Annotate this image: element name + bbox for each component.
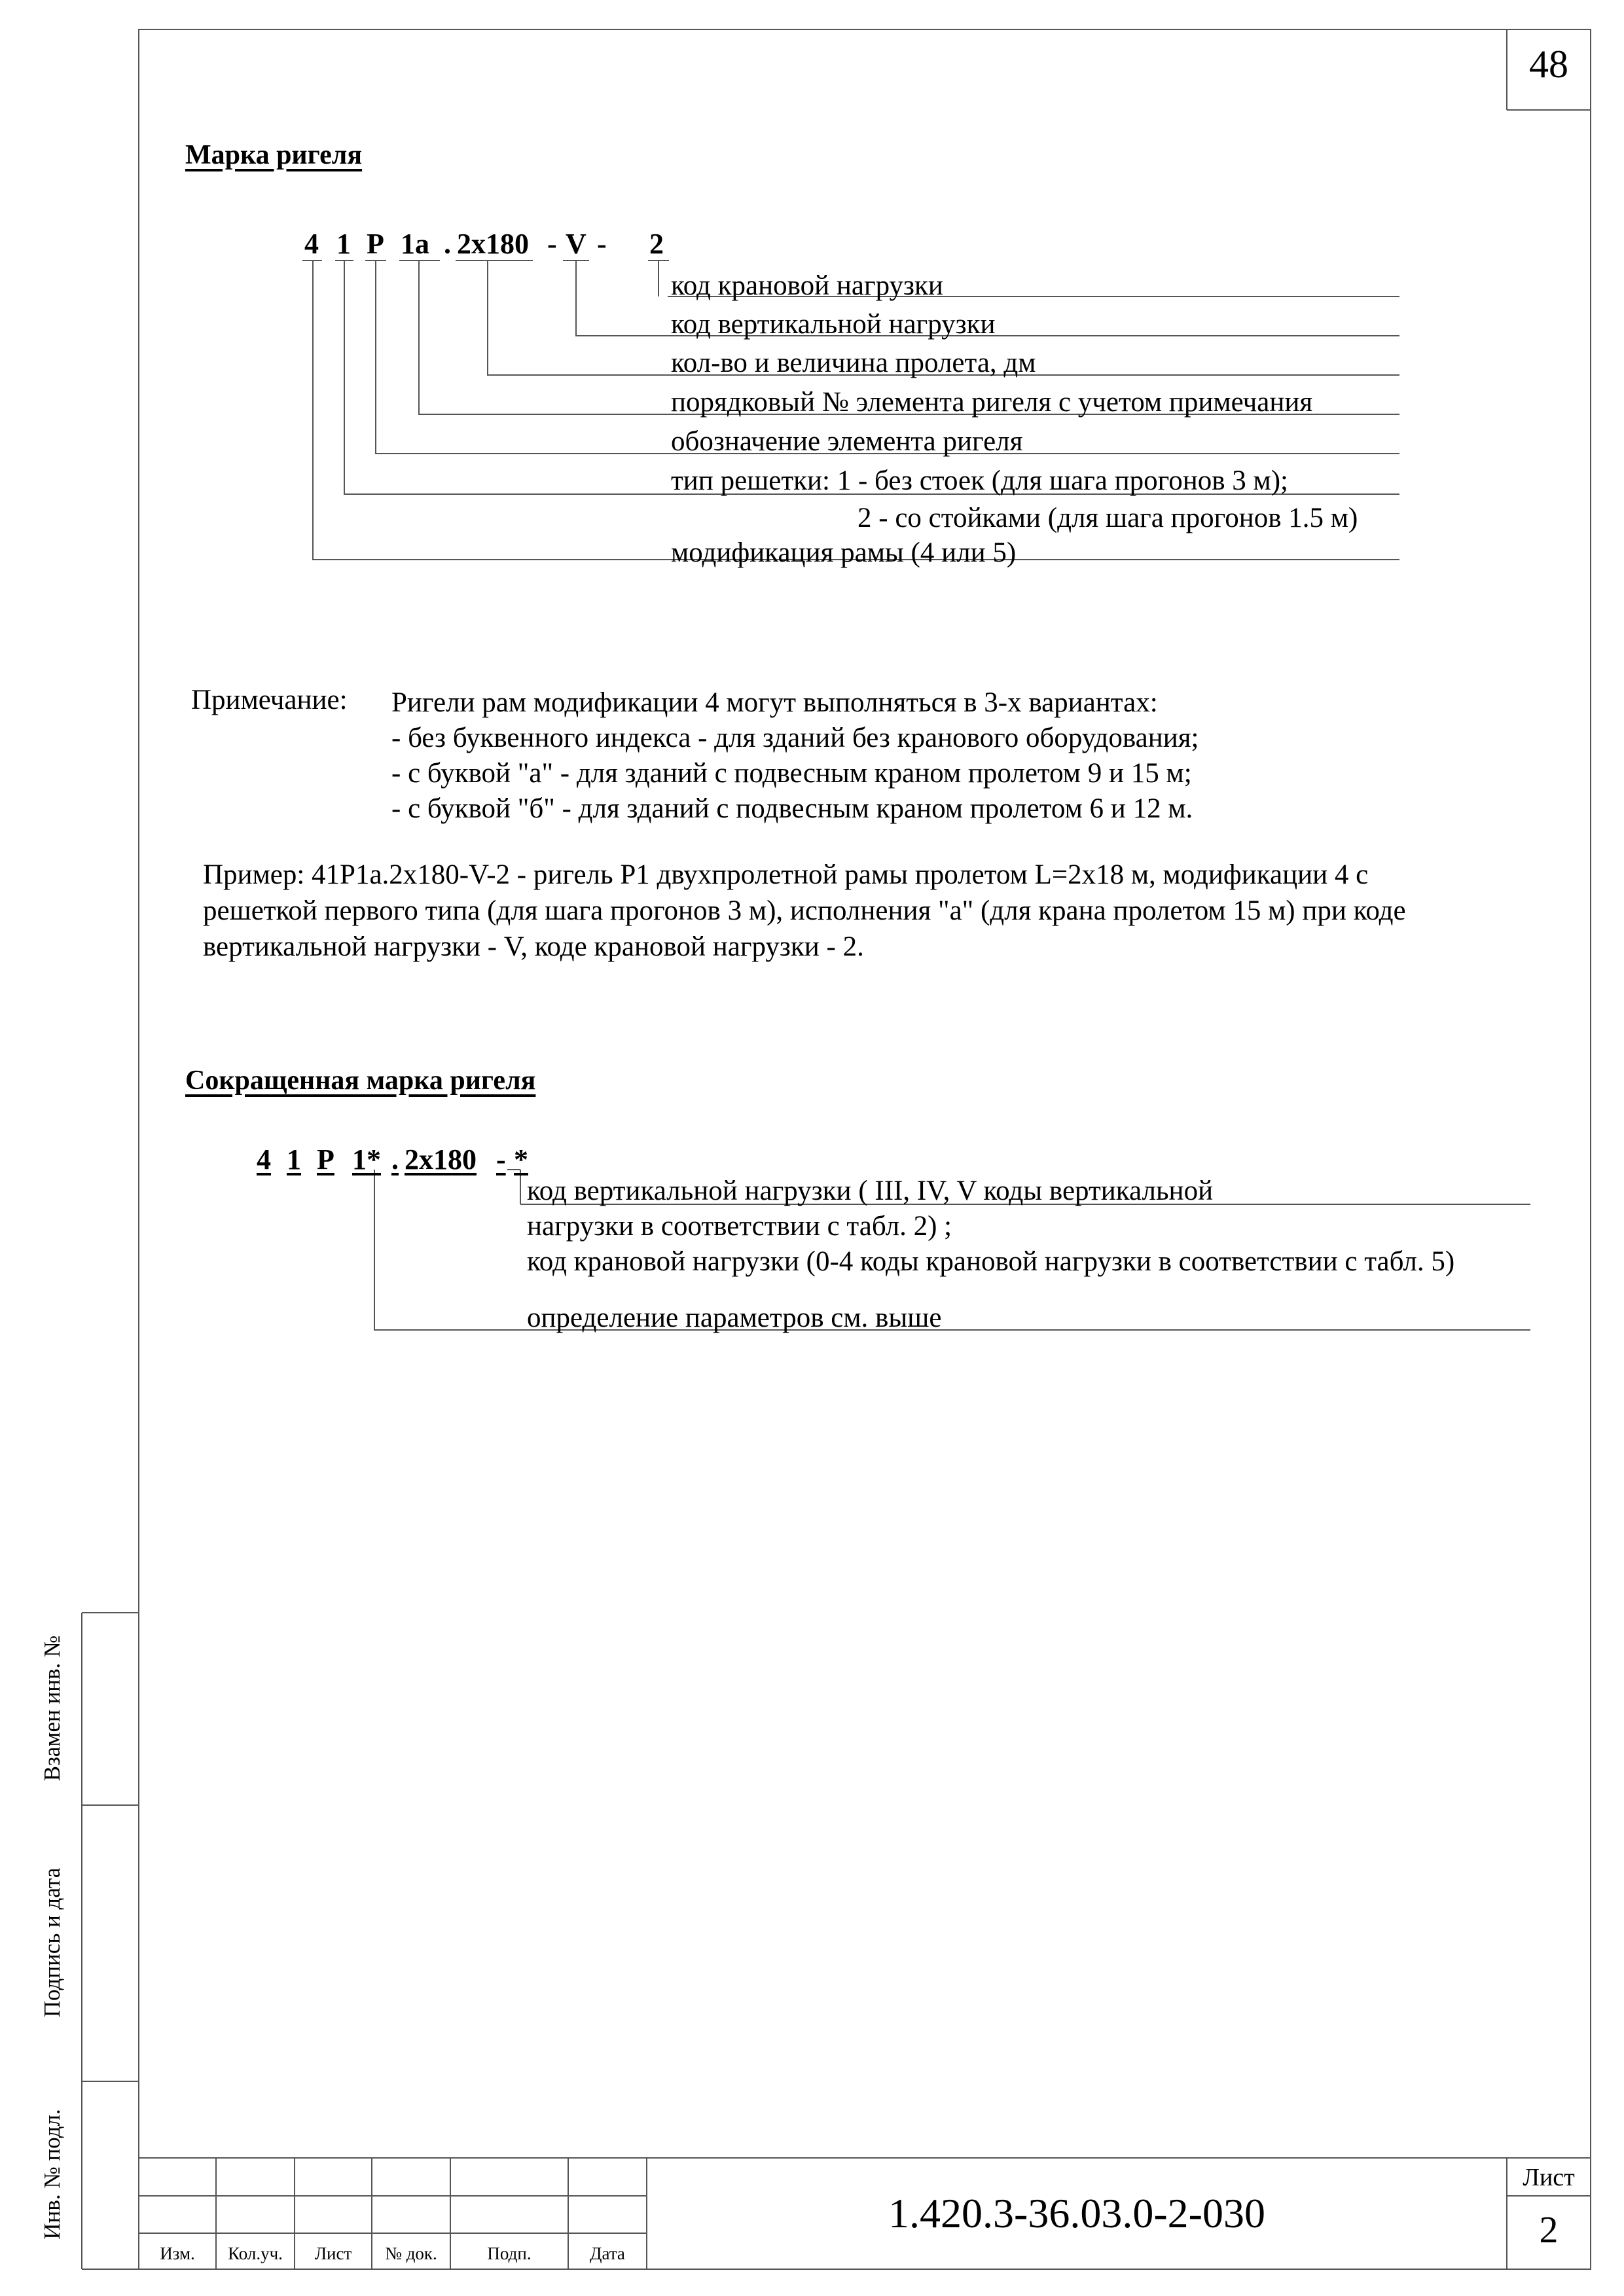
legend-item: код вертикальной нагрузки ( III, IV, V коды вертикальной: [527, 1175, 1214, 1206]
mark-part: 1: [336, 228, 351, 260]
mark-part: 4: [257, 1143, 271, 1175]
mark-part: -: [547, 228, 557, 260]
mark-part: -: [597, 228, 607, 260]
legend-item: 2 - со стойками (для шага прогонов 1.5 м): [857, 503, 1358, 533]
example-line: решеткой первого типа (для шага прогонов 3 м), исполнения "а" (для крана пролетом 15 м) при коде: [203, 895, 1406, 926]
mark-part: Р: [317, 1143, 334, 1175]
title-block-column: Дата: [590, 2244, 625, 2263]
example-line: вертикальной нагрузки - V, коде крановой нагрузки - 2.: [203, 931, 864, 962]
mark-part: 2х180: [457, 228, 529, 260]
sheet-number: 2: [1539, 2208, 1559, 2251]
mark-part: 1*: [352, 1143, 381, 1175]
mark-part: 1: [287, 1143, 301, 1175]
legend-item: порядковый № элемента ригеля с учетом примечания: [671, 387, 1313, 418]
mark-part: V: [566, 228, 586, 260]
legend-item: обозначение элемента ригеля: [671, 426, 1023, 457]
section1-title: Марка ригеля: [185, 140, 363, 170]
side-stamp-vzamen: Взамен инв. №: [39, 1635, 65, 1782]
title-block-column: Подп.: [487, 2244, 532, 2263]
mark-part: 1а: [401, 228, 429, 260]
section2-title: Сокращенная марка ригеля: [185, 1066, 536, 1096]
mark-part: *: [514, 1143, 528, 1175]
title-block-column: Лист: [314, 2244, 352, 2263]
side-stamp-podpis: Подпись и дата: [39, 1867, 65, 2018]
mark-part: Р: [367, 228, 384, 260]
mark-part: -: [496, 1143, 506, 1175]
example-line: Пример: 41Р1а.2х180-V-2 - ригель Р1 двухпролетной рамы пролетом L=2х18 м, модификации 4 с: [203, 859, 1369, 890]
legend-item: нагрузки в соответствии с табл. 2) ;: [527, 1211, 952, 1242]
mark-part: .: [444, 228, 451, 260]
side-stamp-inv: Инв. № подл.: [39, 2109, 65, 2240]
legend-item: код крановой нагрузки: [671, 270, 943, 301]
note-line: Ригели рам модификации 4 могут выполняться в 3-х вариантах:: [391, 687, 1158, 718]
legend-item: код вертикальной нагрузки: [671, 309, 996, 340]
note-label: Примечание:: [191, 685, 348, 715]
mark-part: 2х180: [405, 1143, 477, 1175]
title-block-column: № док.: [385, 2244, 437, 2263]
title-block-column: Изм.: [160, 2244, 195, 2263]
mark-part: .: [391, 1143, 399, 1175]
document-designation: 1.420.3-36.03.0-2-030: [888, 2190, 1265, 2236]
legend-item: модификация рамы (4 или 5): [671, 537, 1017, 568]
mark-part: 2: [649, 228, 664, 260]
sheet-label: Лист: [1523, 2164, 1575, 2191]
page-number: 48: [1529, 43, 1568, 86]
legend-item: кол-во и величина пролета, дм: [671, 348, 1036, 378]
note-line: - с буквой "а" - для зданий с подвесным краном пролетом 9 и 15 м;: [391, 758, 1192, 789]
legend-item: определение параметров см. выше: [527, 1302, 942, 1333]
note-line: - с буквой "б" - для зданий с подвесным краном пролетом 6 и 12 м.: [391, 793, 1193, 824]
mark-part: 4: [304, 228, 319, 260]
note-line: - без буквенного индекса - для зданий без кранового оборудования;: [391, 723, 1199, 753]
title-block-column: Кол.уч.: [228, 2244, 283, 2263]
legend-item: тип решетки: 1 - без стоек (для шага прогонов 3 м);: [671, 465, 1288, 496]
legend-item: код крановой нагрузки (0-4 коды крановой нагрузки в соответствии с табл. 5): [527, 1246, 1455, 1277]
